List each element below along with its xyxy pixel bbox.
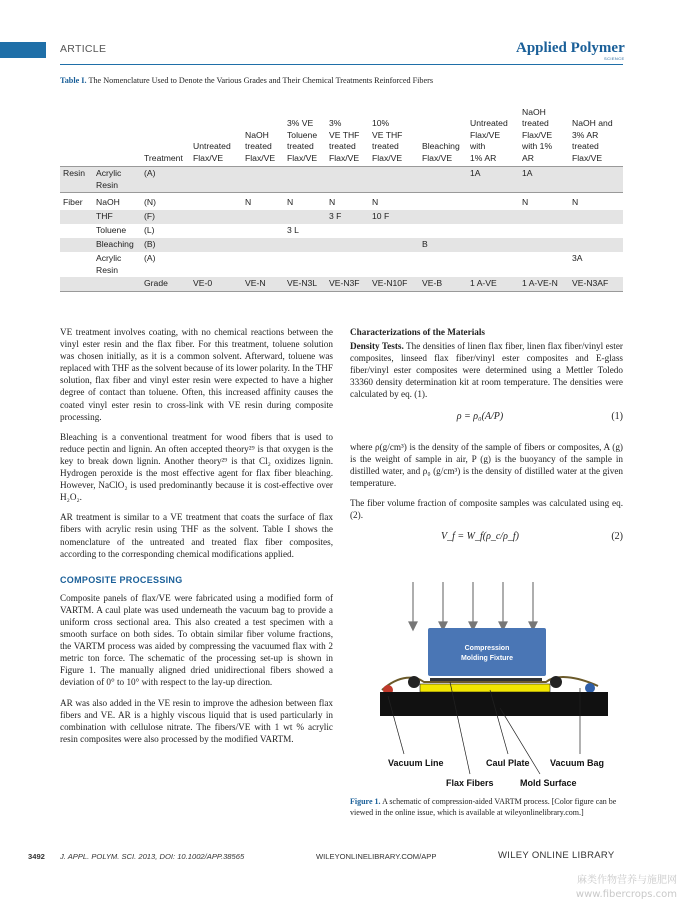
row-name: THF [96, 211, 113, 221]
section-title-characterizations: Characterizations of the Materials [350, 327, 485, 337]
table-header-cell: 3% VE Toluene treated Flax/VE [287, 118, 318, 163]
table-caption [60, 76, 433, 85]
row-code: (L) [144, 225, 155, 235]
vartm-schematic-figure [380, 578, 620, 793]
label-mold-surface: Mold Surface [520, 778, 577, 788]
fixture-label-line1: Compression [464, 645, 510, 652]
citation: J. APPL. POLYM. SCI. 2013, DOI: 10.1002/APP.38565 [60, 852, 245, 861]
sealant-left [408, 676, 420, 688]
section-title-composite-processing: COMPOSITE PROCESSING [60, 574, 183, 585]
table-header-cell: NaOH treated Flax/VE with 1% AR [522, 106, 553, 163]
table-cell: 1 A-VE-N [522, 278, 558, 288]
paragraph-density-definitions: where ρ(g/cm³) is the density of the sample of fibers or composites, A (g) is the weight of sample in air, P (g) is the buoyancy of the sample in distilled water, and ρ₀ (g/cm³) is the density of distilled water at the given temperature. [350, 441, 623, 488]
table-bottom-rule [60, 291, 623, 292]
table-cell: 10 F [372, 211, 390, 221]
table-cell: 1 A-VE [470, 278, 497, 288]
journal-logo [516, 40, 626, 64]
row-group-label: Resin [63, 168, 85, 178]
table-cell: N [572, 197, 579, 207]
table-header-cell: Untreated Flax/VE with 1% AR [470, 118, 508, 163]
table-cell: N [245, 197, 252, 207]
watermark-line1: 麻类作物营养与施肥网 [577, 875, 677, 886]
table-row [60, 252, 623, 277]
section-label: ARTICLE [60, 43, 107, 55]
row-code: (A) [144, 168, 156, 178]
table-cell: VE-N [245, 278, 266, 288]
table-cell: VE-N3F [329, 278, 360, 288]
table-cell: VE-N3L [287, 278, 318, 288]
table-cell: B [422, 239, 428, 249]
table-row [60, 210, 623, 224]
figure-caption [350, 796, 623, 818]
density-tests-heading: Density Tests. [350, 341, 404, 352]
watermark-line2: www.fibercrops.com [575, 889, 677, 900]
table-row [60, 167, 623, 192]
equation-1 [350, 409, 623, 431]
table-header-cell: Untreated Flax/VE [193, 141, 231, 163]
table-cell: VE-N3AF [572, 278, 609, 288]
row-name: Acrylic Resin [96, 253, 122, 275]
table-header-cell: 3% VE THF treated Flax/VE [329, 118, 360, 163]
table-cell: 3A [572, 253, 583, 263]
table-cell: 3 F [329, 211, 342, 221]
label-caul-plate: Caul Plate [486, 758, 530, 768]
table-cell: N [522, 197, 529, 207]
fixture-label-line2: Molding Fixture [460, 655, 514, 662]
table-cell: N [287, 197, 294, 207]
row-name: Bleaching [96, 239, 134, 249]
paragraph-ar-added: AR was also added in the VE resin to improve the adhesion between flax fibers and VE. AR is a highly viscous liquid that is used particularly in combination with cellulose nitrate. The fibers/VE with 1 wt % acrylic resin composites were also processed by the modified VARTM. [60, 697, 333, 744]
density-tests-text: The densities of linen flax fiber, linen flax fiber/vinyl ester composites, linseed flax fiber/vinyl ester composites and E-glass fiber/vinyl ester composites were determined using a Mettler Toledo 33360 density determination kit at room temperature. The densities were calculated by eq. (1). [350, 341, 623, 400]
row-name: Toluene [96, 225, 127, 235]
row-code: (F) [144, 211, 155, 221]
row-code: (N) [144, 197, 156, 207]
right-column [350, 326, 623, 561]
table-cell: VE-0 [193, 278, 213, 288]
table-cell: VE-N10F [372, 278, 408, 288]
compression-fixture [428, 628, 546, 676]
table-header-cell: NaOH treated Flax/VE [245, 129, 276, 163]
table-row [60, 238, 623, 252]
equation-2-expression: V_f = W_f(ρ_c/ρ_f) [441, 531, 519, 543]
table-header-cell: 10% VE THF treated Flax/VE [372, 118, 403, 163]
table-cell: 3 L [287, 225, 299, 235]
header-accent-bar [0, 42, 46, 58]
header-rule [60, 64, 623, 65]
page-number: 3492 [28, 852, 45, 861]
nomenclature-table [60, 96, 623, 292]
paragraph-composite-panels: Composite panels of flax/VE were fabricated using a modified form of VARTM. A caul plate was used underneath the vacuum bag to provide a uniform cross sectional area. This also created a test specimen with a smooth surface on both sides. To obtain similar fiber volume fractions, the VARTM process was aided by compressing the vacuumed flax with 2 metric ton force. The schematic of the processing set-up is shown in Figure 1. The manually aligned dried unidirectional fibers showed a deviation of 0° to 10° with respect to the lay-up direction. [60, 592, 333, 688]
table-group-rule [60, 192, 623, 193]
table-cell: N [329, 197, 336, 207]
row-group-label: Fiber [63, 197, 83, 207]
table-row [60, 196, 623, 210]
row-code: Grade [144, 278, 168, 288]
paragraph-ar-treatment: AR treatment is similar to a VE treatment that coats the surface of flax fibers with acrylic resin using THF as the solvent. Table I shows the nomenclature of the untreated and treated flax fiber composites, according to the corresponding chemical modifications applied. [60, 512, 333, 559]
force-arrows [409, 582, 537, 630]
row-code: (B) [144, 239, 156, 249]
table-caption-label: Table I. [60, 76, 87, 85]
figure-caption-label: Figure 1. [350, 797, 381, 806]
label-vacuum-line: Vacuum Line [388, 758, 444, 768]
publisher-logo: WILEY ONLINE LIBRARY [498, 850, 615, 861]
sealant-right [550, 676, 562, 688]
journal-logo-text: Applied Polymer [516, 40, 625, 56]
label-vacuum-bag: Vacuum Bag [550, 758, 605, 768]
label-flax-fibers: Flax Fibers [446, 778, 494, 788]
row-name: Acrylic Resin [96, 168, 122, 190]
journal-url[interactable]: WILEYONLINELIBRARY.COM/APP [316, 852, 437, 861]
table-header-row [60, 96, 623, 166]
table-row [60, 277, 623, 291]
table-row [60, 224, 623, 238]
journal-logo-subtext: SCIENCE [604, 56, 625, 61]
vacuum-line-port-right [585, 683, 595, 693]
table-caption-text: The Nomenclature Used to Denote the Various Grades and Their Chemical Treatments Reinforced Fibers [86, 76, 434, 85]
equation-1-expression: ρ = ρ₀(A/P) [456, 410, 504, 422]
equation-1-number: (1) [611, 410, 623, 422]
equation-2-number: (2) [611, 531, 623, 543]
paragraph-density-tests [350, 340, 623, 400]
figure-caption-text: A schematic of compression-aided VARTM process. [Color figure can be viewed in the online issue, which is available at wileyonlinelibrary.com.] [350, 797, 617, 817]
paragraph-bleaching: Bleaching is a conventional treatment for wood fibers that is used to reduce pectin and lignin. An often accepted theory²⁹ is that oxygen is the key to break down lignin. Another theory²⁹ is that Cl₂ oxidizes lignin. Hydrogen peroxide is the most effective agent for flax fiber bleaching. However, NaClO₂ is used predominantly because it is cost-effective over H₂O₂. [60, 431, 333, 503]
paragraph-fiber-volume: The fiber volume fraction of composite samples was calculated using eq. (2). [350, 497, 623, 521]
table-cell: 1A [470, 168, 481, 178]
table-cell: N [372, 197, 379, 207]
equation-2 [350, 529, 623, 551]
table-header-cell: Bleaching Flax/VE [422, 141, 460, 163]
table-cell: 1A [522, 168, 533, 178]
watermark [576, 874, 677, 902]
caul-plate [420, 684, 550, 692]
table-header-cell: NaOH and 3% AR treated Flax/VE [572, 118, 613, 163]
left-column [60, 326, 333, 753]
table-header-cell: Treatment [144, 152, 183, 163]
table-cell: VE-B [422, 278, 443, 288]
row-code: (A) [144, 253, 156, 263]
paragraph-ve-treatment: VE treatment involves coating, with no chemical reactions between the vinyl ester resin and the flax fiber. For this treatment, toluene solution was chosen initially, as it is a common solvent. Afterward, toluene was replaced with THF as the solvent because of its lower polarity. In the THF solution, flax fiber and vinyl ester resin were expected to have a higher degree of contact than toluene. Often, this increased affinity causes the coated vinyl ester resin to cross-link with VE resin during composite processing. [60, 327, 333, 422]
row-name: NaOH [96, 197, 120, 207]
